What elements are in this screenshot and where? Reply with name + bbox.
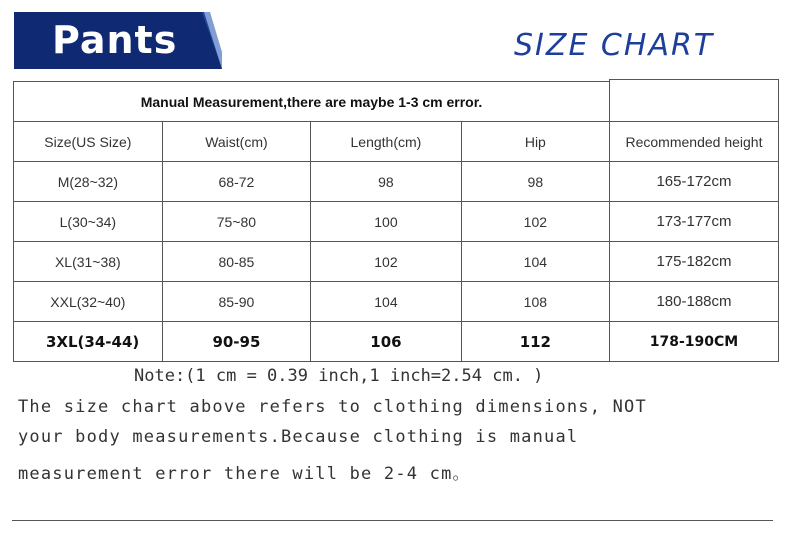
hip-cell: 108 [461,282,609,322]
table-row [14,322,610,362]
table-row [14,202,610,242]
size-cell: M(28~32) [14,162,163,202]
table-row [14,242,610,282]
waist-cell: 85-90 [162,282,310,322]
height-cell: 165-172cm [610,162,779,202]
column-header-size: Size(US Size) [14,122,163,162]
hip-cell: 104 [461,242,609,282]
length-cell: 106 [311,322,462,362]
bottom-divider [12,520,773,521]
table-caption: Manual Measurement,there are maybe 1-3 cm error. [14,82,610,122]
banner-label: Pants [52,18,178,62]
waist-cell: 75~80 [162,202,310,242]
recommended-height-table [609,79,779,362]
length-cell: 100 [311,202,462,242]
measurement-table [13,81,610,362]
waist-cell: 90-95 [162,322,310,362]
length-cell: 98 [311,162,462,202]
height-cell: 180-188cm [610,282,779,322]
table-header-row [14,122,610,162]
pants-banner [14,12,222,69]
disclaimer-line-2: your body measurements.Because clothing is manual [18,427,579,447]
hip-cell: 112 [461,322,609,362]
height-cell: 178-190CM [610,322,779,362]
height-cell: 175-182cm [610,242,779,282]
hip-cell: 102 [461,202,609,242]
height-cell: 173-177cm [610,202,779,242]
size-cell: XXL(32~40) [14,282,163,322]
length-cell: 102 [311,242,462,282]
blank-cell [610,80,779,122]
size-cell: XL(31~38) [14,242,163,282]
table-row [14,282,610,322]
waist-cell: 80-85 [162,242,310,282]
hip-cell: 98 [461,162,609,202]
size-cell: 3XL(34-44) [14,322,163,362]
table-row [14,162,610,202]
disclaimer-line-1: The size chart above refers to clothing dimensions, NOT [18,397,647,417]
disclaimer-line-3: measurement error there will be 2-4 cm。 [18,464,471,484]
column-header-waist: Waist(cm) [162,122,310,162]
size-cell: L(30~34) [14,202,163,242]
height-header: Recommended height [610,122,779,162]
size-chart-title: SIZE CHART [514,28,715,63]
column-header-length: Length(cm) [311,122,462,162]
length-cell: 104 [311,282,462,322]
column-header-hip: Hip [461,122,609,162]
conversion-note: Note:(1 cm = 0.39 inch,1 inch=2.54 cm. ) [134,366,544,386]
waist-cell: 68-72 [162,162,310,202]
